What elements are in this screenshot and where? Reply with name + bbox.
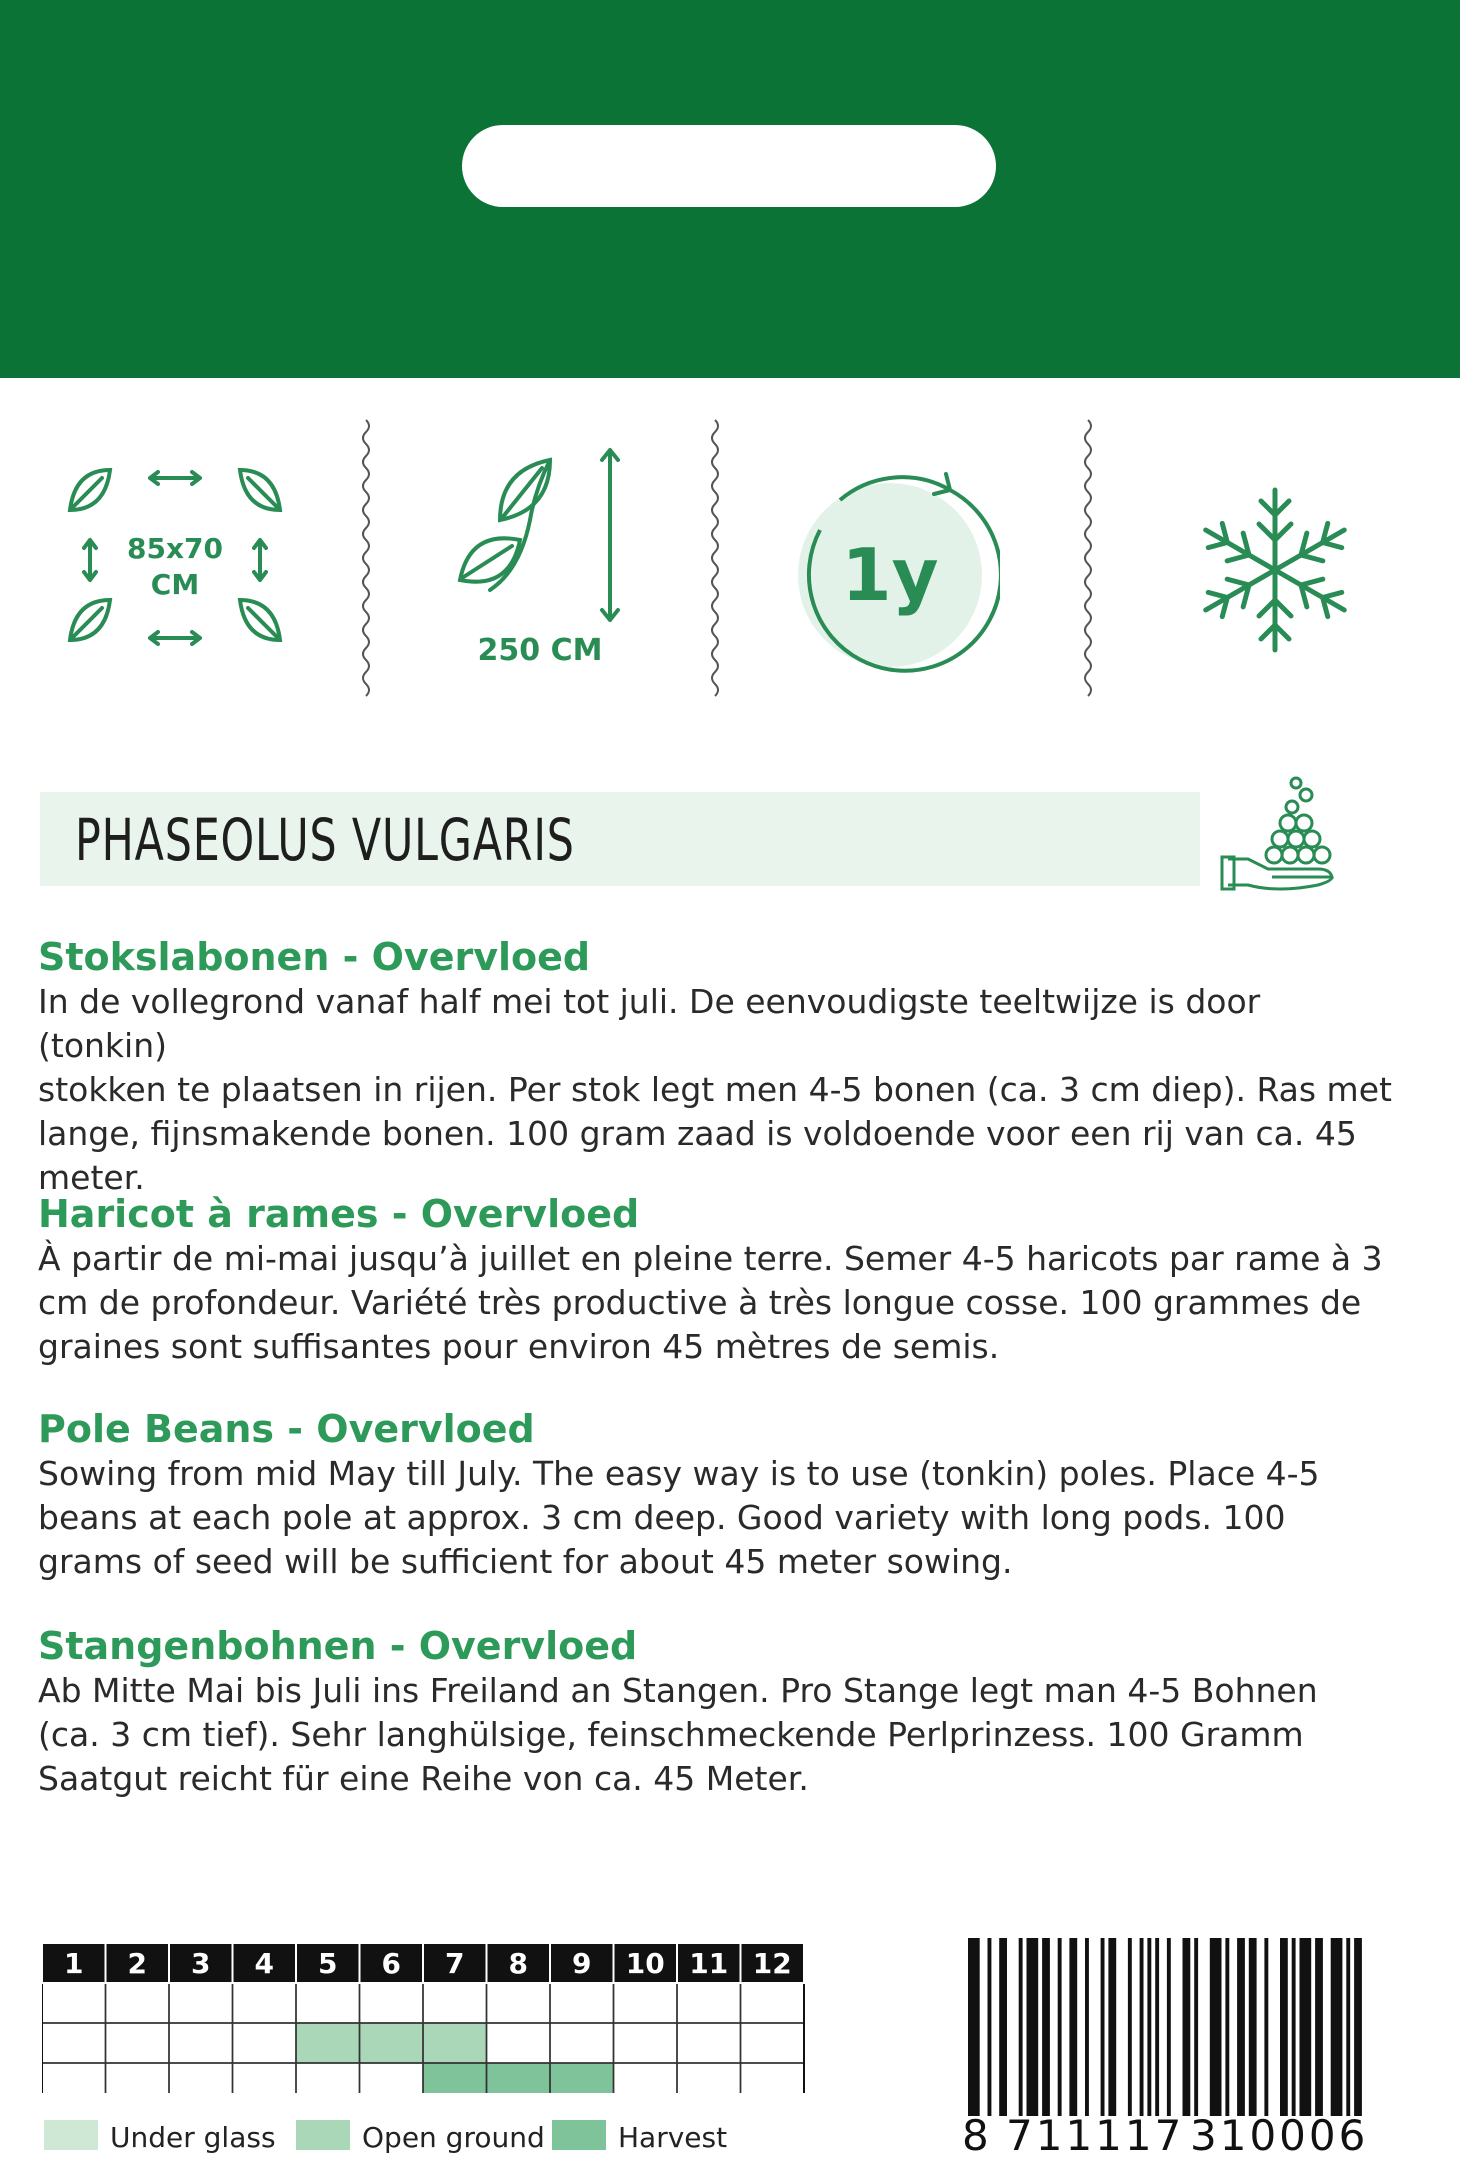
calendar-cell — [106, 2063, 170, 2093]
calendar-cell — [360, 1983, 424, 2023]
section-title-en: Pole Beans - Overvloed — [38, 1407, 535, 1451]
section-body-de — [38, 1669, 1398, 1801]
height-label: 250 CM — [477, 633, 603, 668]
spacing-label-2: CM — [150, 568, 200, 601]
text-line: Sowing from mid May till July. The easy way is to use (tonkin) poles. Place 4-5 — [38, 1454, 1320, 1493]
barcode-bar — [968, 1938, 980, 2116]
calendar-cell — [423, 1983, 487, 2023]
legend-swatch-harvest — [552, 2120, 606, 2150]
legend-swatch-open-ground — [296, 2120, 350, 2150]
barcode-bar — [1027, 1938, 1039, 2116]
calendar-cell — [233, 2023, 297, 2063]
section-title-de: Stangenbohnen - Overvloed — [38, 1624, 638, 1668]
plant-spacing-icon — [60, 410, 290, 710]
hang-hole — [462, 125, 996, 207]
calendar-month-label: 5 — [318, 1947, 338, 1980]
calendar-period-cell — [360, 2023, 424, 2063]
calendar-cell — [42, 2023, 106, 2063]
barcode-bar — [1085, 1938, 1089, 2116]
barcode-bar — [999, 1938, 1007, 2116]
calendar-cell — [233, 2063, 297, 2093]
barcode-bar — [1108, 1938, 1116, 2116]
latin-name: PHASEOLUS VULGARIS — [75, 806, 575, 874]
calendar-month-label: 6 — [381, 1947, 401, 1980]
text-line: graines sont suffisantes pour environ 45 mètres de semis. — [38, 1327, 1000, 1366]
text-line: Ab Mitte Mai bis Juli ins Freiland an Stangen. Pro Stange legt man 4-5 Bohnen — [38, 1671, 1318, 1710]
calendar-cell — [677, 2063, 741, 2093]
calendar-month-label: 10 — [625, 1947, 665, 1980]
calendar-cell — [106, 1983, 170, 2023]
barcode-bar — [1140, 1938, 1144, 2116]
barcode-bar — [1292, 1938, 1296, 2116]
text-line: cm de profondeur. Variété très productive à très longue cosse. 100 grammes de — [38, 1283, 1362, 1322]
calendar-cell — [360, 2063, 424, 2093]
calendar-cell — [741, 2023, 805, 2063]
calendar-cell — [487, 1983, 551, 2023]
calendar-cell — [614, 2063, 678, 2093]
divider — [1078, 410, 1098, 710]
barcode-bar — [1237, 1938, 1245, 2116]
barcode-bar — [1264, 1938, 1268, 2116]
calendar-cell — [741, 2063, 805, 2093]
calendar-cell — [550, 2023, 614, 2063]
calendar-month-label: 3 — [191, 1947, 211, 1980]
barcode-digit-first: 8 — [962, 2111, 992, 2160]
section-body-fr — [38, 1237, 1398, 1369]
calendar-month-label: 9 — [572, 1947, 592, 1980]
calendar-month-label: 4 — [254, 1947, 274, 1980]
barcode-bar — [1194, 1938, 1198, 2116]
sowing-calendar — [42, 1943, 812, 2093]
legend-swatch-under-glass — [44, 2120, 98, 2150]
barcode-bar — [1331, 1938, 1343, 2116]
text-line: meter. — [38, 1158, 145, 1197]
calendar-cell — [677, 1983, 741, 2023]
calendar-cell — [487, 2023, 551, 2063]
legend-label-harvest: Harvest — [618, 2121, 728, 2154]
barcode-bar — [1069, 1938, 1077, 2116]
calendar-period-cell — [423, 2023, 487, 2063]
calendar-cell — [42, 1983, 106, 2023]
barcode-bar — [1042, 1938, 1050, 2116]
calendar-cell — [296, 1983, 360, 2023]
calendar-cell — [614, 2023, 678, 2063]
barcode-bar — [1346, 1938, 1350, 2116]
barcode-bar — [1300, 1938, 1312, 2116]
calendar-period-cell — [296, 2023, 360, 2063]
plant-height-icon — [440, 410, 640, 710]
barcode-digits-left: 711117 — [1006, 2111, 1185, 2160]
calendar-cell — [233, 1983, 297, 2023]
text-line: Saatgut reicht für eine Reihe von ca. 45 Meter. — [38, 1759, 809, 1798]
calendar-cell — [614, 1983, 678, 2023]
annual-lifecycle-icon — [780, 410, 1000, 710]
barcode-bar — [1019, 1938, 1023, 2116]
barcode-bar — [1128, 1938, 1132, 2116]
barcode-digits-right: 310006 — [1190, 2111, 1369, 2160]
calendar-cell — [42, 2063, 106, 2093]
barcode — [958, 1938, 1388, 2161]
calendar-month-label: 11 — [689, 1947, 729, 1980]
calendar-cell — [169, 2023, 233, 2063]
calendar-month-label: 2 — [127, 1947, 147, 1980]
section-title-nl: Stokslabonen - Overvloed — [38, 935, 591, 979]
calendar-month-label: 12 — [752, 1947, 792, 1980]
calendar-cell — [741, 1983, 805, 2023]
section-body-nl — [38, 980, 1398, 1200]
calendar-period-cell — [550, 2063, 614, 2093]
calendar-month-label: 7 — [445, 1947, 465, 1980]
spacing-label-1: 85x70 — [127, 532, 223, 565]
barcode-bar — [1147, 1938, 1151, 2116]
calendar-cell — [169, 2063, 233, 2093]
barcode-bar — [1058, 1938, 1062, 2116]
calendar-period-cell — [423, 2063, 487, 2093]
section-title-fr: Haricot à rames - Overvloed — [38, 1192, 640, 1236]
icons-row — [0, 410, 1460, 710]
divider — [705, 410, 725, 710]
snowflake-icon — [1185, 410, 1365, 710]
barcode-bar — [1101, 1938, 1105, 2116]
lifecycle-label: 1y — [841, 533, 939, 617]
barcode-bar — [1210, 1938, 1222, 2116]
calendar-month-label: 8 — [508, 1947, 528, 1980]
text-line: In de vollegrond vanaf half mei tot juli. De eenvoudigste teeltwijze is door (tonkin) — [38, 982, 1261, 1065]
text-line: lange, fijnsmakende bonen. 100 gram zaad is voldoende voor een rij van ca. 45 — [38, 1114, 1357, 1153]
barcode-bar — [1354, 1938, 1362, 2116]
barcode-bar — [1155, 1938, 1159, 2116]
text-line: beans at each pole at approx. 3 cm deep. Good variety with long pods. 100 — [38, 1498, 1286, 1537]
barcode-bar — [1225, 1938, 1229, 2116]
text-line: stokken te plaatsen in rijen. Per stok legt men 4-5 bonen (ca. 3 cm diep). Ras met — [38, 1070, 1392, 1109]
section-body-en — [38, 1452, 1398, 1584]
calendar-month-label: 1 — [64, 1947, 84, 1980]
calendar-cell — [677, 2023, 741, 2063]
divider — [356, 410, 376, 710]
calendar-cell — [296, 2063, 360, 2093]
seed-quantity-icon — [1218, 775, 1348, 895]
barcode-bar — [1280, 1938, 1288, 2116]
calendar-period-cell — [487, 2063, 551, 2093]
barcode-bar — [1249, 1938, 1257, 2116]
text-line: (ca. 3 cm tief). Sehr langhülsige, feinschmeckende Perlprinzess. 100 Gramm — [38, 1715, 1304, 1754]
legend-label-under-glass: Under glass — [110, 2121, 276, 2154]
calendar-cell — [550, 1983, 614, 2023]
barcode-bar — [1315, 1938, 1323, 2116]
calendar-cell — [106, 2023, 170, 2063]
legend-label-open-ground: Open ground — [362, 2121, 545, 2154]
barcode-bar — [988, 1938, 992, 2116]
text-line: À partir de mi-mai jusqu’à juillet en pleine terre. Semer 4-5 haricots par rame à 3 — [38, 1239, 1383, 1278]
calendar-cell — [169, 1983, 233, 2023]
barcode-bar — [1167, 1938, 1171, 2116]
text-line: grams of seed will be sufficient for about 45 meter sowing. — [38, 1542, 1013, 1581]
barcode-bar — [1183, 1938, 1191, 2116]
